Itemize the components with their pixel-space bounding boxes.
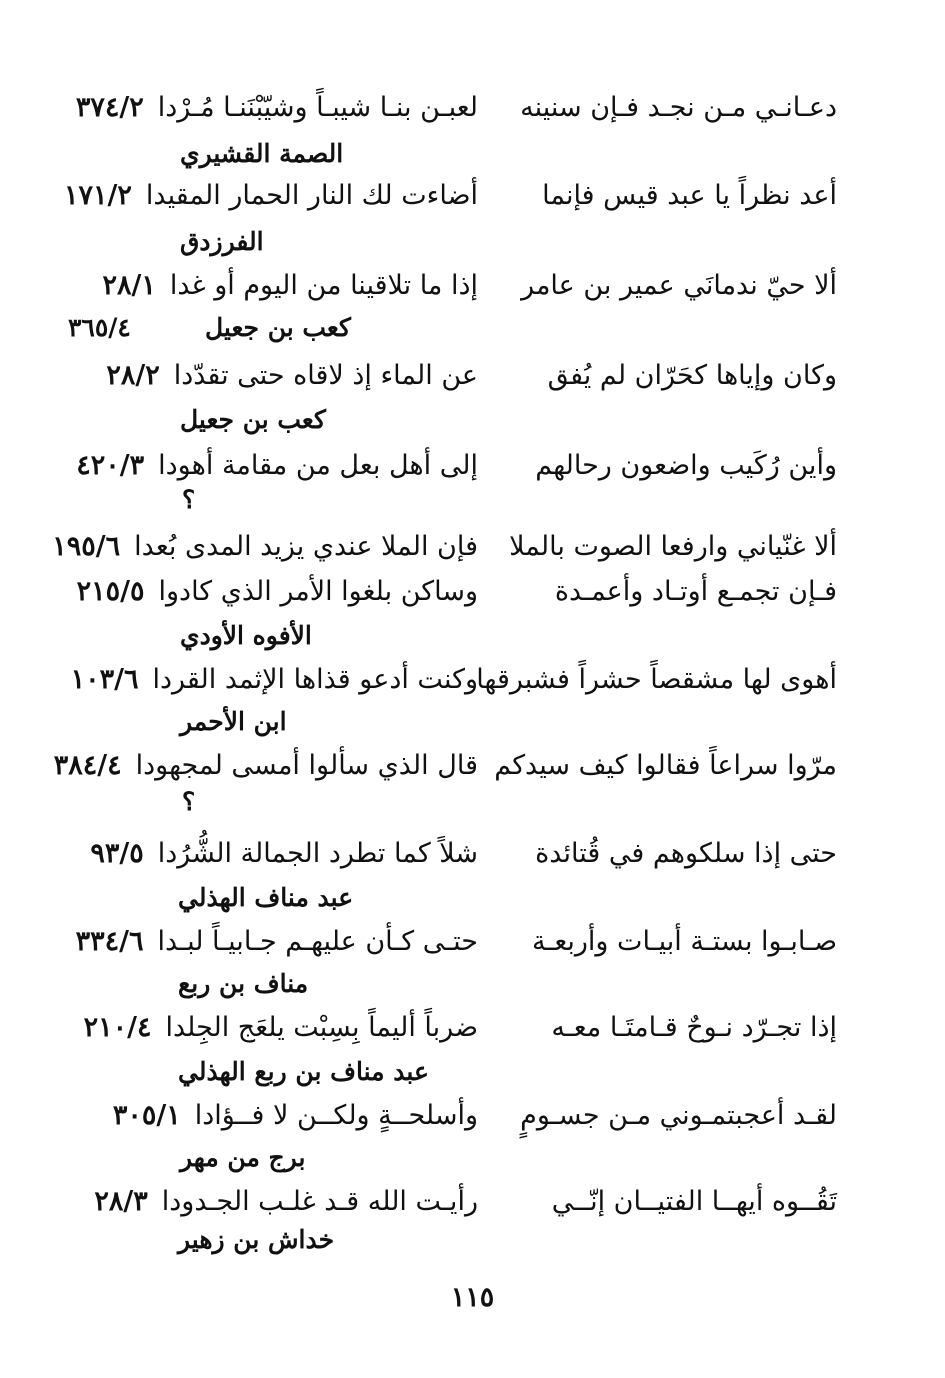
second-hemistich-text: قال الذي سألوا أمسى لمجهودا (135, 750, 478, 781)
second-hemistich (53, 746, 478, 786)
second-hemistich-text: إذا ما تلاقينا من اليوم أو غدا (169, 270, 478, 301)
poet-name: برج من مهر (180, 1143, 306, 1172)
first-hemistich: أهوى لها مشقصاً حشراً فشبرقها (476, 664, 837, 695)
second-hemistich (68, 1008, 478, 1048)
first-hemistich: مرّوا سراعاً فقالوا كيف سيدكم (494, 750, 837, 781)
poet-name: الفرزدق (180, 227, 264, 256)
volume-page-reference: ٣٠٥/١ (112, 1100, 181, 1131)
poet-name: كعب بن جعيل (205, 313, 351, 342)
poet-name: خداش بن زهير (178, 1225, 335, 1254)
poet-name: الأفوه الأودي (180, 621, 312, 650)
first-hemistich: دعـانـي مـن نجـد فـإن سنينه (520, 92, 837, 123)
second-hemistich-text: رأيـت الله قـد غلـب الجـدودا (161, 1186, 478, 1217)
first-hemistich: وأين رُكَيب واضعون رحالهم (535, 450, 837, 481)
first-hemistich: ألا حيّ ندمانَي عمير بن عامر (521, 270, 837, 301)
second-hemistich-text: عن الماء إذ لاقاه حتى تقدّدا (173, 360, 478, 391)
second-hemistich-text: حتـى كـأن عليهـم جـابيـاً لبـدا (157, 926, 478, 957)
second-hemistich-text: شلاً كما تطرد الجمالة الشُّرُدا (157, 838, 478, 869)
second-hemistich-text: وأسلحــةٍ ولكــن لا فــؤادا (194, 1100, 478, 1131)
volume-page-reference: ٣٨٤/٤ (53, 750, 122, 781)
second-hemistich (68, 572, 478, 612)
second-hemistich (64, 176, 478, 216)
volume-page-reference: ٢٨/٣ (94, 1186, 148, 1217)
first-hemistich: وكان وإياها كحَرّان لم يُفق (547, 360, 837, 391)
poet-name: مناف بن ربع (178, 969, 309, 998)
poet-name: كعب بن جعيل (180, 405, 326, 434)
second-hemistich (68, 1182, 478, 1222)
volume-page-reference: ١٧١/٢ (64, 180, 132, 211)
volume-page-reference: ٢١٥/٥ (76, 576, 145, 607)
page-number: ١١٥ (450, 1282, 495, 1313)
second-hemistich (68, 660, 478, 700)
second-hemistich (68, 266, 478, 306)
first-hemistich: لقـد أعجبتمـوني مـن جسـومٍ (520, 1100, 837, 1131)
volume-page-reference: ١٩٥/٦ (52, 531, 121, 562)
volume-page-reference: ٢٨/٢ (106, 360, 160, 391)
poet-name: الصمة القشيري (180, 139, 344, 168)
poet-name: ؟ (182, 787, 196, 816)
volume-page-reference: ٤٢٠/٣ (76, 450, 145, 481)
second-hemistich (52, 527, 478, 567)
volume-page-reference: ١٠٣/٦ (70, 664, 139, 695)
first-hemistich: ألا غنّياني وارفعا الصوت بالملا (509, 531, 837, 562)
first-hemistich: فـإن تجمـع أوتـاد وأعمـدة (554, 576, 837, 607)
poet-name: ابن الأحمر (180, 707, 287, 736)
second-hemistich-text: ضرباً أليماً بِسِبْت يلعَج الجِلدا (165, 1012, 478, 1043)
second-hemistich-text: لعبـن بنـا شيبـاً وشيّبْنَنـا مُـرْدا (157, 92, 478, 123)
second-hemistich-text: فإن الملا عندي يزيد المدى بُعدا (134, 531, 478, 562)
second-hemistich-text: أضاءت لك النار الحمار المقيدا (145, 180, 478, 211)
poet-name: عبد مناف الهذلي (178, 883, 354, 912)
second-hemistich (68, 1096, 478, 1136)
second-hemistich (68, 922, 478, 962)
first-hemistich: أعد نظراً يا عبد قيس فإنما (542, 180, 837, 211)
volume-page-reference: ٣٧٤/٢ (75, 92, 144, 123)
volume-page-reference: ٩٣/٥ (90, 838, 144, 869)
second-hemistich-text: وساكن بلغوا الأمر الذي كادوا (158, 576, 478, 607)
second-hemistich-text: وكنت أدعو قذاها الإثمد القردا (152, 664, 478, 695)
volume-page-reference: ٢٨/١ (102, 270, 156, 301)
first-hemistich: تَقُــوه أيهــا الفتيــان إنّــي (551, 1186, 837, 1217)
second-hemistich (68, 446, 478, 486)
second-hemistich-text: إلى أهل بعل من مقامة أهودا (158, 450, 478, 481)
volume-page-reference: ٣٣٤/٦ (75, 926, 144, 957)
first-hemistich: صـابـوا بستـة أبيـات وأربعـة (531, 926, 837, 957)
second-hemistich (68, 356, 478, 396)
poet-name: ؟ (182, 485, 196, 514)
second-hemistich (68, 834, 478, 874)
poet-reference: ٣٦٥/٤ (68, 313, 131, 342)
volume-page-reference: ٢١٠/٤ (83, 1012, 152, 1043)
first-hemistich: إذا تجـرّد نـوحٌ قـامتَـا معـه (551, 1012, 837, 1043)
first-hemistich: حتى إذا سلكوهم في قُتائدة (535, 838, 837, 869)
poet-name: عبد مناف بن ربع الهذلي (178, 1057, 429, 1086)
second-hemistich (68, 88, 478, 128)
